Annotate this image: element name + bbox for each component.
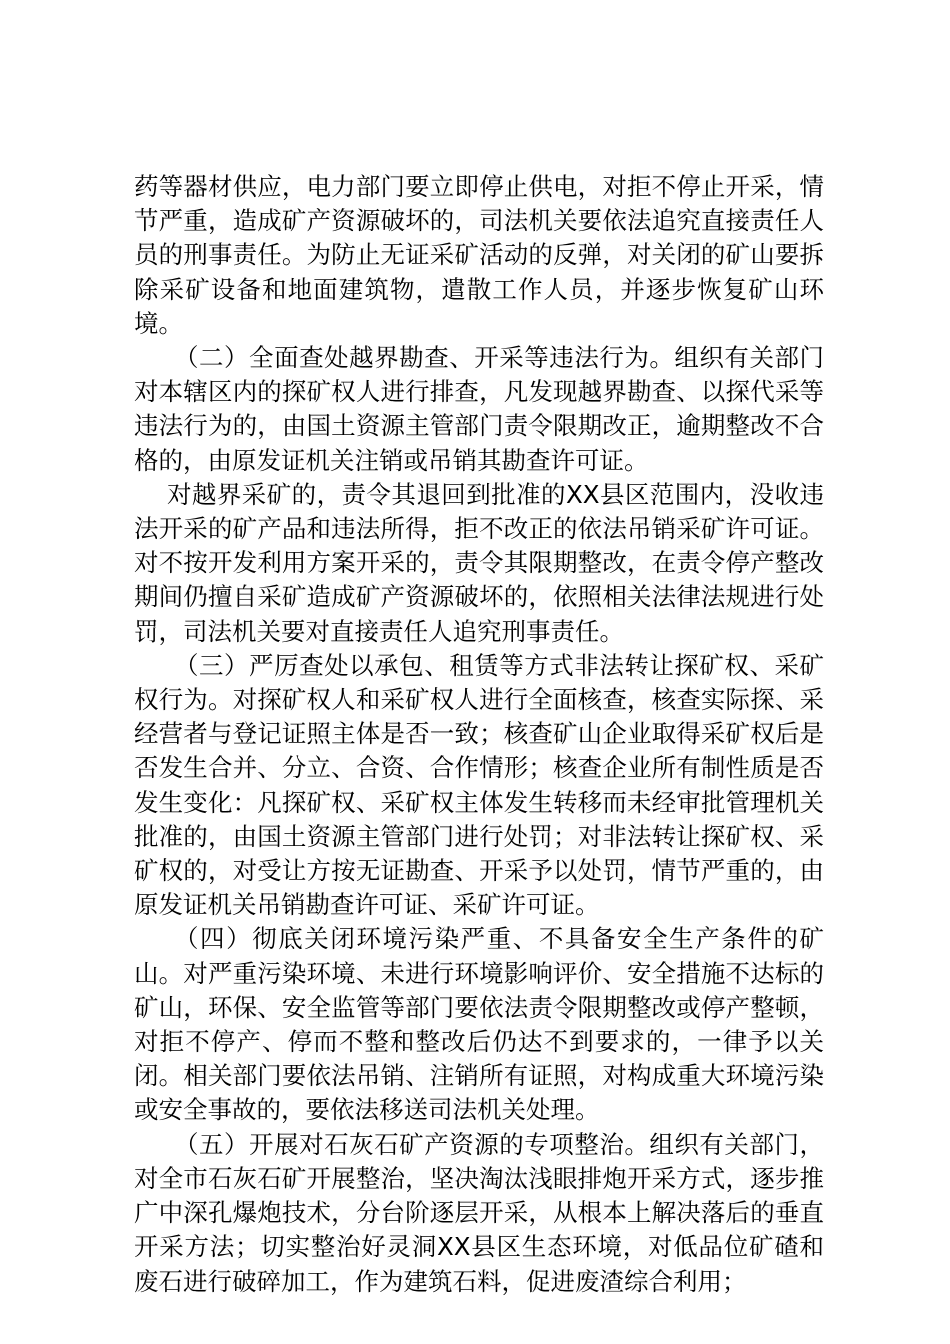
paragraph-section-2: （二）全面查处越界勘查、开采等违法行为。组织有关部门对本辖区内的探矿权人进行排查，凡发现越界勘查、以探代采等违法行为的，由国土资源主管部门责令限期改正，逾期整改不合格的，由原发证机关注销或吊销其勘查许可证。 [134, 343, 824, 475]
document-body [134, 170, 824, 1299]
paragraph-section-5: （五）开展对石灰石矿产资源的专项整治。组织有关部门，对全市石灰石矿开展整治，坚决淘汰浅眼排炮开采方式，逐步推广中深孔爆炮技术，分台阶逐层开采，从根本上解决落后的垂直开采方法；切实整治好灵洞XX县区生态环境，对低品位矿碴和废石进行破碎加工，作为建筑石料，促进废渣综合利用； [134, 1129, 824, 1296]
paragraph-cross-boundary-mining: 对越界采矿的，责令其退回到批准的XX县区范围内，没收违法开采的矿产品和违法所得，拒不改正的依法吊销采矿许可证。对不按开发利用方案开采的，责令其限期整改，在责令停产整改期间仍擅自采矿造成矿产资源破坏的，依照相关法律法规进行处罚，司法机关要对直接责任人追究刑事责任。 [134, 479, 824, 646]
paragraph-section-3: （三）严厉查处以承包、租赁等方式非法转让探矿权、采矿权行为。对探矿权人和采矿权人进行全面核查，核查实际探、采经营者与登记证照主体是否一致；核查矿山企业取得采矿权后是否发生合并、分立、合资、合作情形；核查企业所有制性质是否发生变化：凡探矿权、采矿权主体发生转移而未经审批管理机关批准的，由国土资源主管部门进行处罚；对非法转让探矿权、采矿权的，对受让方按无证勘查、开采予以处罚，情节严重的，由原发证机关吊销勘查许可证、采矿许可证。 [134, 650, 824, 920]
paragraph-continuation: 药等器材供应，电力部门要立即停止供电，对拒不停止开采，情节严重，造成矿产资源破坏的，司法机关要依法追究直接责任人员的刑事责任。为防止无证采矿活动的反弹，对关闭的矿山要拆除采矿设备和地面建筑物，遣散工作人员，并逐步恢复矿山环境。 [134, 172, 824, 338]
paragraph-section-4: （四）彻底关闭环境污染严重、不具备安全生产条件的矿山。对严重污染环境、未进行环境影响评价、安全措施不达标的矿山，环保、安全监管等部门要依法责令限期整改或停产整顿，对拒不停产、停而不整和整改后仍达不到要求的，一律予以关闭。相关部门要依法吊销、注销所有证照，对构成重大环境污染或安全事故的，要依法移送司法机关处理。 [134, 924, 824, 1125]
